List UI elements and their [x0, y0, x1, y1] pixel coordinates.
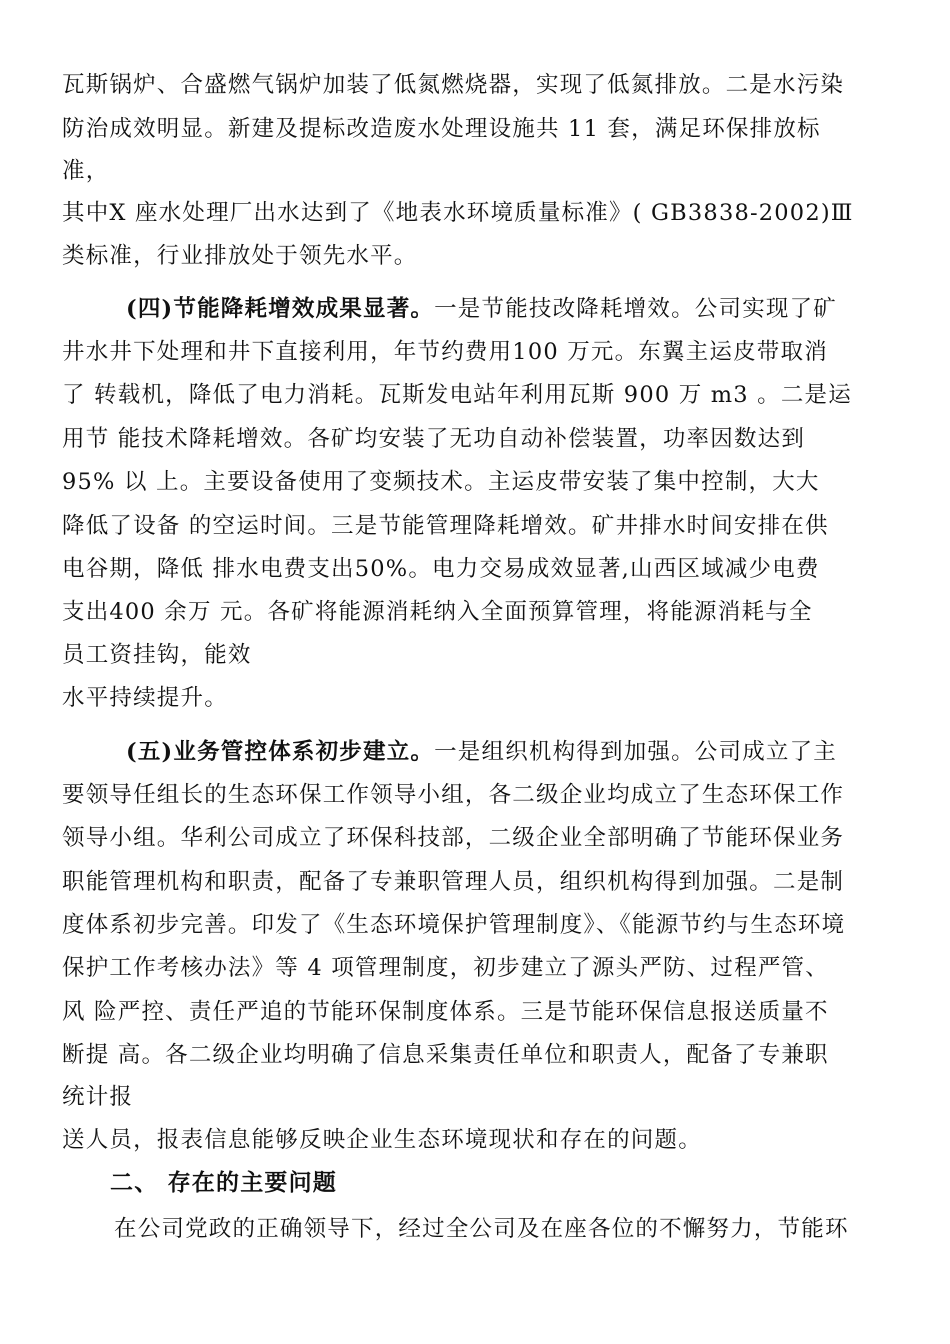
section-5-heading: (五)业务管控体系初步建立。: [126, 739, 435, 765]
paragraph-line: 送人员，报表信息能够反映企业生态环境现状和存在的问题。: [62, 1127, 702, 1153]
paragraph-line: 准，: [62, 158, 110, 184]
paragraph-line: 统计报: [62, 1084, 134, 1110]
paragraph-line: 防治成效明显。新建及提标改造废水处理设施共 11 套，满足环保排放标: [62, 116, 821, 142]
paragraph-line: 领导小组。华利公司成立了环保科技部，二级企业全部明确了节能环保业务: [62, 825, 845, 851]
paragraph-line: 职能管理机构和职责，配备了专兼职管理人员，组织机构得到加强。二是制: [62, 869, 845, 895]
paragraph-line: 在公司党政的正确领导下，经过全公司及在座各位的不懈努力，节能环: [114, 1216, 849, 1242]
section-5-first-line: [126, 737, 837, 767]
section-4-heading: (四)节能降耗增效成果显著。: [126, 296, 435, 322]
section-4-first-line: [126, 294, 837, 324]
paragraph-line: 降低了设备 的空运时间。三是节能管理降耗增效。矿井排水时间安排在供: [62, 513, 829, 539]
paragraph-line: 其中X 座水处理厂出水达到了《地表水环境质量标准》( GB3838-2002)Ⅲ: [62, 200, 854, 226]
paragraph-line: 水平持续提升。: [62, 685, 228, 711]
paragraph-line: 支出400 余万 元。各矿将能源消耗纳入全面预算管理，将能源消耗与全: [62, 599, 813, 625]
paragraph-line: 电谷期，降低 排水电费支出50%。电力交易成效显著,山西区域减少电费: [62, 556, 820, 582]
paragraph-line: 要领导任组长的生态环保工作领导小组，各二级企业均成立了生态环保工作: [62, 782, 845, 808]
paragraph-line: 瓦斯锅炉、合盛燃气锅炉加装了低氮燃烧器，实现了低氮排放。二是水污染: [62, 72, 845, 98]
paragraph-line: 类标准，行业排放处于领先水平。: [62, 243, 418, 269]
paragraph-line: 了 转载机，降低了电力消耗。瓦斯发电站年利用瓦斯 900 万 m3 。二是运: [62, 382, 852, 408]
paragraph-line: 保护工作考核办法》等 4 项管理制度，初步建立了源头严防、过程严管、: [62, 955, 829, 981]
paragraph-line: 断提 高。各二级企业均明确了信息采集责任单位和职责人，配备了专兼职: [62, 1042, 829, 1068]
paragraph-line: 95% 以 上。主要设备使用了变频技术。主运皮带安装了集中控制，大大: [62, 469, 820, 495]
section-4-first-line-text: 一是节能技改降耗增效。公司实现了矿: [434, 296, 837, 322]
paragraph-line: 用节 能技术降耗增效。各矿均安装了无功自动补偿装置，功率因数达到: [62, 426, 806, 452]
paragraph-line: 风 险严控、责任严追的节能环保制度体系。三是节能环保信息报送质量不: [62, 999, 829, 1025]
section-5-first-line-text: 一是组织机构得到加强。公司成立了主: [434, 739, 837, 765]
paragraph-line: 员工资挂钩，能效: [62, 642, 252, 668]
section-heading-2: 二、 存在的主要问题: [110, 1169, 338, 1196]
paragraph-line: 度体系初步完善。印发了《生态环境保护管理制度》、《能源节约与生态环境: [62, 912, 846, 938]
paragraph-line: 井水井下处理和井下直接利用，年节约费用100 万元。东翼主运皮带取消: [62, 339, 828, 365]
